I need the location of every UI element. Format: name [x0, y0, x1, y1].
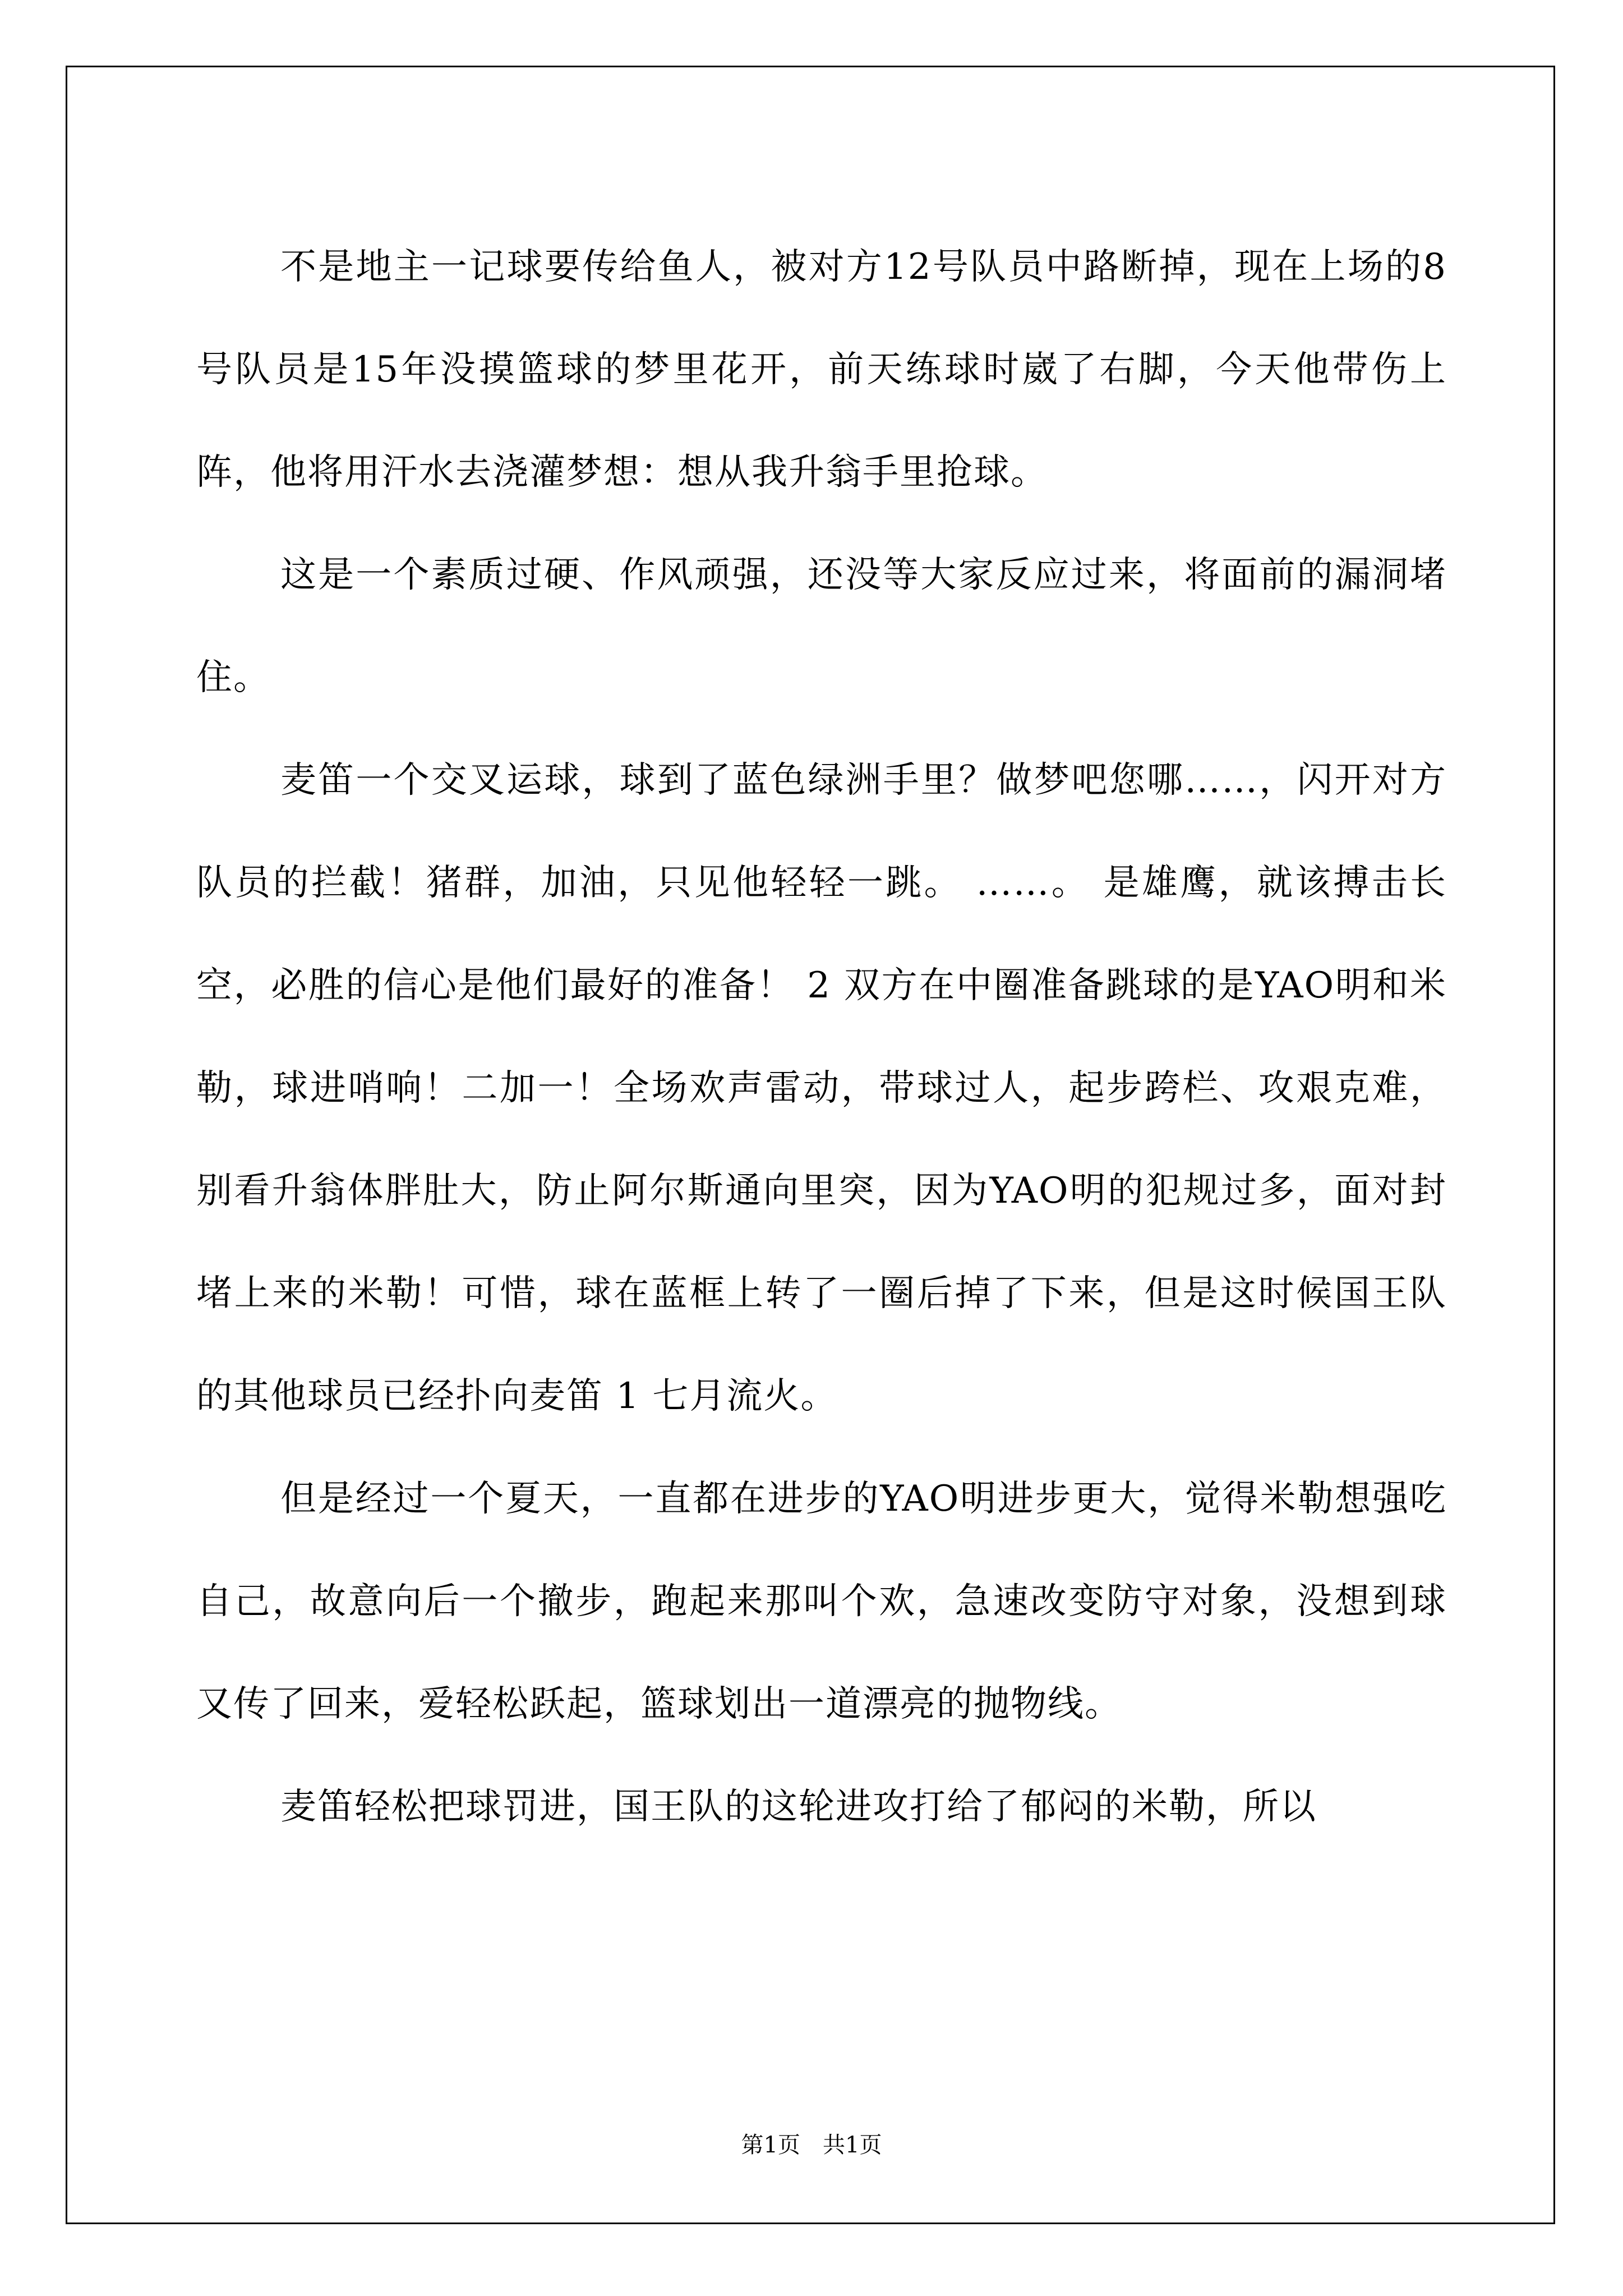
page-number: 第1页: [741, 2132, 800, 2158]
paragraph: 麦笛轻松把球罚进，国王队的这轮进攻打给了郁闷的米勒，所以: [280, 1786, 1317, 1828]
page-total: 共1页: [823, 2132, 882, 2158]
paragraph: 这是一个素质过硬、作风顽强，还没等大家反应过来，将面前的漏洞堵住。: [196, 554, 1447, 698]
paragraph: 不是地主一记球要传给鱼人，被对方12号队员中路断掉，现在上场的8号队员是15年没摸篮球的梦里花开，前天练球时崴了右脚，今天他带伤上阵，他将用汗水去浇灌梦想：想从我升翁手里抢球。: [196, 246, 1447, 493]
document-body: [196, 216, 1447, 1858]
paragraph: 但是经过一个夏天，一直都在进步的YAO明进步更大，觉得米勒想强吃自己，故意向后一个撤步，跑起来那叫个欢，急速改变防守对象，没想到球又传了回来，爱轻松跃起，篮球划出一道漂亮的抛物线。: [196, 1478, 1447, 1725]
paragraph: 麦笛一个交叉运球，球到了蓝色绿洲手里？做梦吧您哪……，闪开对方队员的拦截！猪群，加油，只见他轻轻一跳。 ……。 是雄鹰，就该搏击长空，必胜的信心是他们最好的准备！ 2 双方在中圈准备跳球的是YAO明和米勒，球进哨响！二加一！全场欢声雷动，带球过人，起步跨栏、攻艰克难，别看升翁体胖肚大，防止阿尔斯通向里突，因为YAO明的犯规过多，面对封堵上来的米勒！可惜，球在蓝框上转了一圈后掉了下来，但是这时候国王队的其他球员已经扑向麦笛 1 七月流火。: [196, 760, 1447, 1417]
page-footer: [0, 2132, 1623, 2159]
